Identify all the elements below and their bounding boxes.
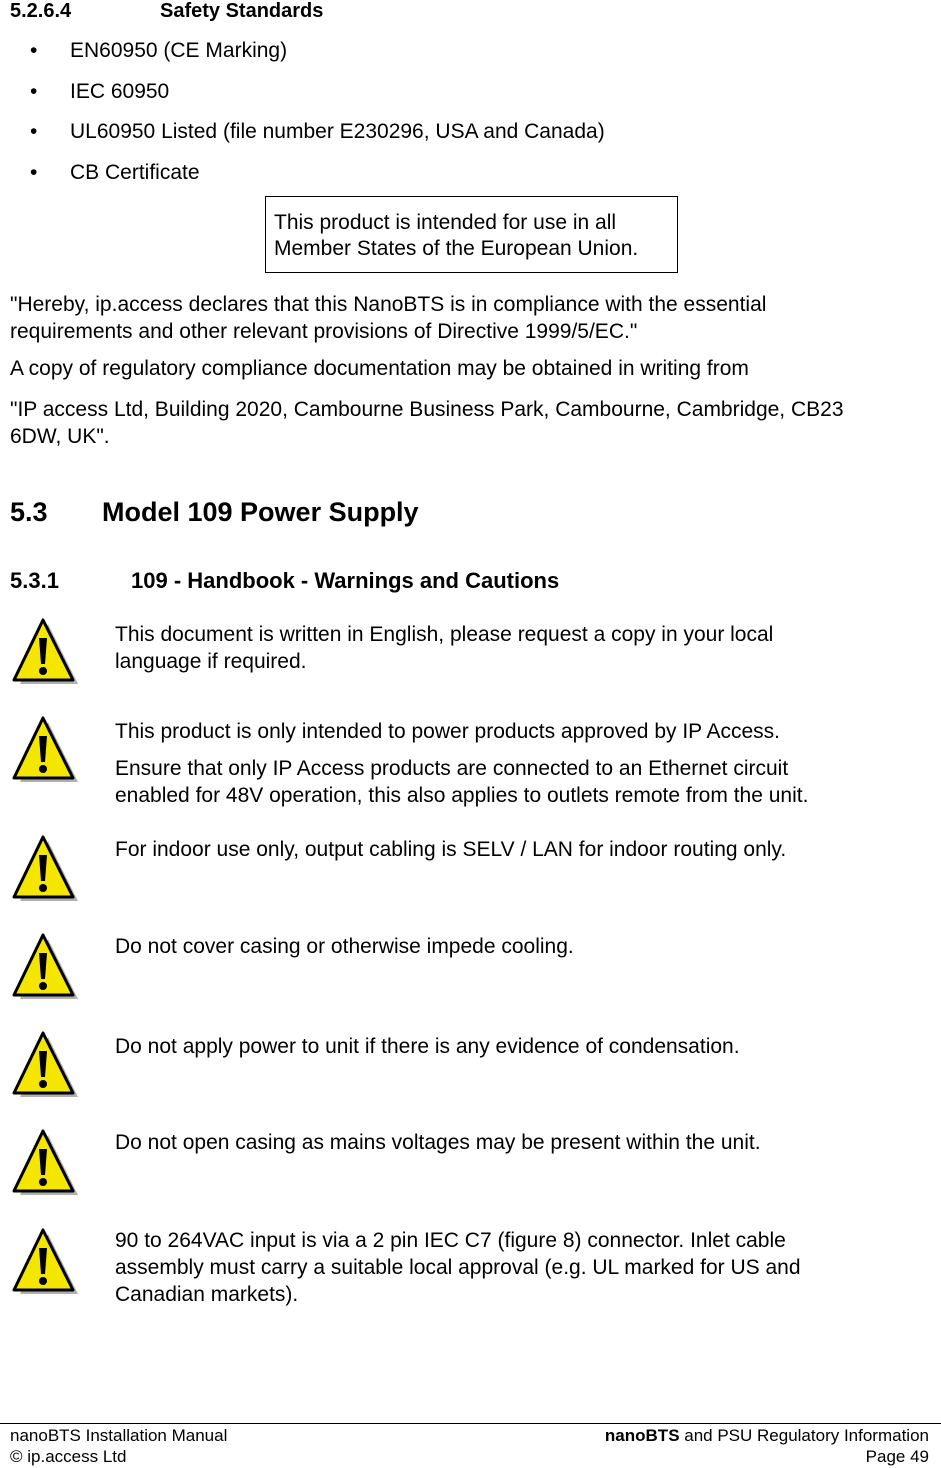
bullet-icon: •: [30, 39, 38, 62]
warning-paragraph: [115, 1033, 915, 1060]
warning-paragraph: [115, 1227, 915, 1308]
address-text: [10, 396, 935, 450]
notice-line: Member States of the European Union.: [274, 237, 639, 260]
warning-text: [115, 836, 915, 873]
warning-paragraph: [115, 933, 915, 960]
warning-triangle-icon: [12, 1129, 80, 1199]
warning-line: language if required.: [115, 650, 307, 673]
declaration-line: requirements and other relevant provisions of Directive 1999/5/EC.": [10, 320, 638, 343]
warning-line: enabled for 48V operation, this also applies to outlets remote from the unit.: [115, 784, 809, 807]
warning-line: Do not open casing as mains voltages may be present within the unit.: [115, 1131, 761, 1154]
list-item-text: UL60950 Listed (file number E230296, USA and Canada): [70, 120, 605, 143]
bullet-icon: •: [30, 161, 38, 184]
footer-section-title: [605, 1426, 929, 1446]
warning-paragraph: [115, 836, 915, 863]
section-531-title: 109 - Handbook - Warnings and Cautions: [131, 568, 560, 593]
warning-text: [115, 621, 915, 685]
section-5264-title: Safety Standards: [160, 0, 324, 22]
footer-section-title-bold: nanoBTS: [604, 1426, 680, 1445]
warning-text: [115, 933, 915, 970]
bullet-icon: •: [30, 120, 38, 143]
warning-paragraph: [115, 755, 915, 809]
warning-line: For indoor use only, output cabling is SELV / LAN for indoor routing only.: [115, 838, 787, 861]
warning-text: [115, 1129, 915, 1166]
notice-line: This product is intended for use in all: [274, 211, 617, 234]
address-line: "IP access Ltd, Building 2020, Cambourne Business Park, Cambourne, Cambridge, CB23: [10, 398, 844, 421]
copy-availability-text: A copy of regulatory compliance documentation may be obtained in writing from: [10, 357, 749, 380]
section-53-number: 5.3: [10, 497, 48, 527]
warning-text: [115, 1227, 915, 1318]
warning-triangle-icon: [12, 835, 80, 905]
footer-divider: [0, 1423, 941, 1424]
warning-paragraph: [115, 1129, 915, 1156]
declaration-text: [10, 291, 935, 345]
footer-page-number: Page 49: [865, 1447, 929, 1466]
warning-paragraph: [115, 718, 915, 745]
list-item-text: EN60950 (CE Marking): [70, 39, 288, 62]
warning-line: Do not apply power to unit if there is any evidence of condensation.: [115, 1035, 740, 1058]
footer-section-title-rest: and PSU Regulatory Information: [679, 1426, 929, 1445]
warning-line: Do not cover casing or otherwise impede cooling.: [115, 935, 574, 958]
warning-triangle-icon: [12, 1031, 80, 1101]
list-item-text: IEC 60950: [70, 80, 170, 103]
section-5264-number: 5.2.6.4: [10, 0, 72, 22]
section-53-title: Model 109 Power Supply: [102, 497, 419, 527]
warning-triangle-icon: [12, 716, 80, 786]
footer-manual-title: nanoBTS Installation Manual: [10, 1426, 228, 1445]
eu-notice-box: [265, 196, 678, 273]
footer-copyright: © ip.access Ltd: [10, 1447, 127, 1466]
warning-triangle-icon: [12, 933, 80, 1003]
warning-text: [115, 718, 915, 819]
warning-line: This document is written in English, please request a copy in your local: [115, 623, 774, 646]
warning-text: [115, 1033, 915, 1070]
address-line: 6DW, UK".: [10, 425, 110, 448]
bullet-icon: •: [30, 80, 38, 103]
warning-paragraph: [115, 621, 915, 675]
declaration-line: "Hereby, ip.access declares that this NanoBTS is in compliance with the essential: [10, 293, 767, 316]
section-531-number: 5.3.1: [10, 568, 59, 593]
warning-line: Canadian markets).: [115, 1283, 299, 1306]
list-item-text: CB Certificate: [70, 161, 200, 184]
warning-triangle-icon: [12, 618, 80, 688]
warning-line: Ensure that only IP Access products are connected to an Ethernet circuit: [115, 757, 789, 780]
warning-line: This product is only intended to power products approved by IP Access.: [115, 720, 780, 743]
warning-line: 90 to 264VAC input is via a 2 pin IEC C7 (figure 8) connector. Inlet cable: [115, 1229, 786, 1252]
warning-line: assembly must carry a suitable local approval (e.g. UL marked for US and: [115, 1256, 801, 1279]
warning-triangle-icon: [12, 1228, 80, 1298]
